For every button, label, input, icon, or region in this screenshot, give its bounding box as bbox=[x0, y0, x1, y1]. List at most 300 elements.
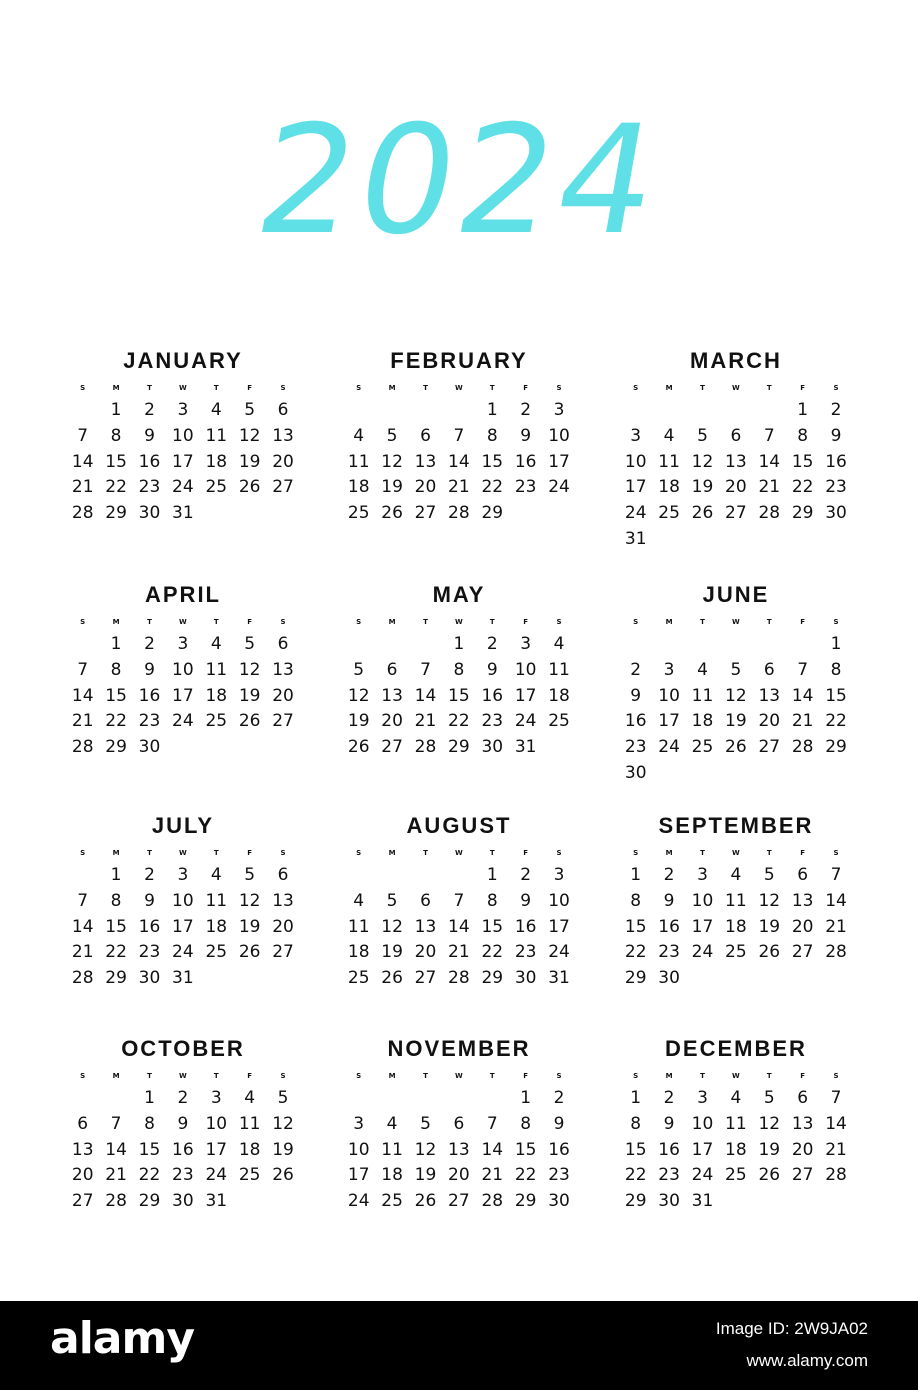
weekday-label: W bbox=[455, 384, 463, 392]
day-cell: 15 bbox=[481, 916, 504, 937]
weekday-label: T bbox=[423, 384, 428, 392]
day-cell: 1 bbox=[630, 865, 642, 885]
day-cell: 21 bbox=[825, 916, 847, 937]
site-url: www.alamy.com bbox=[746, 1351, 868, 1370]
day-cell: 20 bbox=[414, 477, 437, 498]
month-block bbox=[619, 348, 853, 553]
day-cell: 21 bbox=[71, 477, 94, 498]
day-cell: 20 bbox=[791, 916, 814, 937]
day-cell: 22 bbox=[624, 1165, 647, 1186]
day-cell: 16 bbox=[138, 685, 161, 706]
day-cell: 14 bbox=[414, 685, 437, 706]
day-cell: 4 bbox=[730, 865, 742, 885]
day-grid bbox=[66, 398, 300, 527]
alamy-logo: alamy bbox=[50, 1313, 194, 1364]
day-cell: 3 bbox=[553, 400, 565, 420]
day-cell: 13 bbox=[272, 425, 294, 446]
day-cell: 26 bbox=[381, 503, 403, 524]
day-cell: 2 bbox=[520, 865, 532, 885]
weekday-label: F bbox=[523, 1072, 529, 1080]
weekday-label: T bbox=[423, 618, 428, 626]
day-cell: 27 bbox=[272, 942, 294, 963]
day-cell: 12 bbox=[272, 1113, 294, 1134]
day-cell: 7 bbox=[453, 425, 465, 446]
day-cell: 17 bbox=[205, 1139, 228, 1160]
day-cell: 28 bbox=[414, 737, 437, 758]
day-cell: 27 bbox=[414, 503, 437, 524]
empty-cell bbox=[686, 632, 719, 658]
weekday-label: W bbox=[179, 618, 187, 626]
day-cell: 16 bbox=[138, 451, 161, 472]
day-cell: 18 bbox=[205, 685, 228, 706]
day-cell: 6 bbox=[420, 425, 431, 446]
weekday-label: M bbox=[112, 1072, 120, 1080]
weekday-label: M bbox=[665, 1072, 673, 1080]
day-cell: 13 bbox=[381, 685, 403, 706]
day-cell: 10 bbox=[624, 451, 647, 472]
day-cell: 7 bbox=[77, 425, 89, 446]
day-cell: 30 bbox=[514, 968, 537, 989]
day-cell: 29 bbox=[624, 968, 647, 989]
day-cell: 15 bbox=[105, 916, 127, 937]
empty-cell bbox=[342, 398, 375, 424]
day-cell: 30 bbox=[624, 762, 647, 783]
empty-cell bbox=[99, 1086, 132, 1112]
day-cell: 10 bbox=[691, 890, 714, 911]
weekday-header bbox=[66, 845, 300, 861]
day-cell: 21 bbox=[825, 1139, 847, 1160]
day-cell: 13 bbox=[272, 890, 294, 911]
day-cell: 3 bbox=[210, 1088, 222, 1108]
day-cell: 27 bbox=[381, 737, 403, 758]
weekday-label: S bbox=[556, 384, 562, 392]
empty-cell bbox=[66, 1086, 99, 1112]
weekday-label: W bbox=[179, 849, 187, 857]
weekday-label: F bbox=[247, 849, 253, 857]
weekday-label: S bbox=[633, 384, 639, 392]
day-cell: 25 bbox=[205, 711, 228, 732]
day-cell: 29 bbox=[624, 1191, 647, 1212]
day-cell: 8 bbox=[144, 1113, 155, 1134]
day-cell: 14 bbox=[71, 451, 94, 472]
day-cell: 4 bbox=[386, 1113, 398, 1134]
day-cell: 20 bbox=[381, 711, 403, 732]
day-cell: 17 bbox=[347, 1165, 370, 1186]
day-cell: 26 bbox=[725, 737, 747, 758]
day-cell: 24 bbox=[347, 1191, 370, 1212]
day-cell: 19 bbox=[414, 1165, 437, 1186]
day-cell: 19 bbox=[272, 1139, 294, 1160]
month-name: JULY bbox=[151, 813, 215, 838]
day-cell: 9 bbox=[486, 659, 498, 680]
weekday-label: F bbox=[247, 1072, 253, 1080]
day-cell: 13 bbox=[725, 451, 747, 472]
day-cell: 27 bbox=[71, 1191, 94, 1212]
day-cell: 18 bbox=[347, 477, 370, 498]
weekday-label: W bbox=[732, 1072, 740, 1080]
day-cell: 1 bbox=[110, 634, 122, 654]
empty-cell bbox=[652, 632, 685, 658]
weekday-label: S bbox=[280, 618, 286, 626]
weekday-label: T bbox=[700, 384, 705, 392]
day-grid bbox=[342, 863, 576, 992]
day-cell: 18 bbox=[205, 916, 228, 937]
day-cell: 10 bbox=[548, 425, 570, 446]
weekday-label: F bbox=[800, 1072, 806, 1080]
day-cell: 6 bbox=[277, 865, 289, 885]
day-cell: 11 bbox=[347, 451, 370, 472]
day-cell: 1 bbox=[486, 400, 498, 420]
weekday-label: T bbox=[766, 618, 772, 626]
day-cell: 7 bbox=[486, 1113, 498, 1134]
day-cell: 9 bbox=[830, 425, 842, 446]
day-cell: 6 bbox=[453, 1113, 465, 1134]
day-cell: 5 bbox=[353, 659, 365, 680]
day-cell: 9 bbox=[520, 890, 532, 911]
day-cell: 24 bbox=[624, 503, 647, 524]
weekday-label: W bbox=[455, 618, 463, 626]
day-grid bbox=[619, 398, 853, 553]
day-cell: 12 bbox=[347, 685, 370, 706]
day-cell: 1 bbox=[830, 634, 842, 654]
day-cell: 25 bbox=[238, 1165, 261, 1186]
day-cell: 29 bbox=[138, 1191, 161, 1212]
day-cell: 11 bbox=[205, 890, 228, 911]
weekday-label: W bbox=[179, 384, 187, 392]
day-cell: 6 bbox=[730, 425, 742, 446]
day-cell: 3 bbox=[520, 634, 532, 654]
day-cell: 13 bbox=[791, 890, 814, 911]
weekday-label: F bbox=[523, 384, 529, 392]
day-cell: 5 bbox=[386, 890, 398, 911]
day-cell: 7 bbox=[420, 659, 431, 680]
day-cell: 8 bbox=[630, 890, 642, 911]
day-cell: 14 bbox=[448, 451, 470, 472]
day-cell: 30 bbox=[138, 968, 161, 989]
day-cell: 18 bbox=[381, 1165, 403, 1186]
day-cell: 2 bbox=[486, 634, 498, 654]
day-cell: 30 bbox=[658, 1191, 680, 1212]
month-block bbox=[342, 813, 576, 992]
day-grid bbox=[66, 863, 300, 992]
day-cell: 14 bbox=[448, 916, 470, 937]
day-cell: 3 bbox=[177, 865, 189, 885]
day-cell: 18 bbox=[725, 916, 747, 937]
day-cell: 29 bbox=[481, 968, 504, 989]
day-cell: 7 bbox=[763, 425, 775, 446]
day-cell: 22 bbox=[624, 942, 647, 963]
weekday-label: W bbox=[179, 1072, 187, 1080]
weekday-label: S bbox=[633, 849, 639, 857]
day-cell: 17 bbox=[691, 1139, 714, 1160]
day-cell: 5 bbox=[244, 400, 256, 420]
day-cell: 16 bbox=[514, 451, 537, 472]
weekday-header bbox=[619, 1068, 853, 1084]
weekday-label: M bbox=[388, 618, 396, 626]
day-cell: 2 bbox=[177, 1088, 189, 1108]
weekday-label: T bbox=[423, 1072, 428, 1080]
weekday-label: S bbox=[356, 849, 362, 857]
day-grid bbox=[342, 398, 576, 527]
empty-cell bbox=[786, 632, 819, 658]
day-cell: 6 bbox=[77, 1113, 89, 1134]
day-cell: 25 bbox=[381, 1191, 403, 1212]
day-cell: 23 bbox=[514, 942, 537, 963]
day-cell: 26 bbox=[238, 942, 261, 963]
day-cell: 26 bbox=[272, 1165, 294, 1186]
day-cell: 12 bbox=[758, 1113, 781, 1134]
weekday-header bbox=[342, 380, 576, 396]
weekday-label: M bbox=[665, 618, 673, 626]
day-cell: 24 bbox=[514, 711, 537, 732]
weekday-label: T bbox=[766, 849, 772, 857]
day-cell: 4 bbox=[244, 1088, 256, 1108]
weekday-label: S bbox=[280, 384, 286, 392]
day-cell: 19 bbox=[691, 477, 714, 498]
day-cell: 27 bbox=[758, 737, 781, 758]
day-cell: 19 bbox=[725, 711, 747, 732]
day-cell: 29 bbox=[825, 737, 847, 758]
day-cell: 28 bbox=[71, 503, 94, 524]
day-cell: 21 bbox=[71, 942, 94, 963]
weekday-label: T bbox=[489, 384, 495, 392]
day-grid bbox=[342, 1086, 576, 1215]
empty-cell bbox=[442, 398, 475, 424]
weekday-label: S bbox=[80, 849, 86, 857]
empty-cell bbox=[619, 398, 652, 424]
day-cell: 22 bbox=[105, 711, 127, 732]
weekday-label: T bbox=[489, 1072, 495, 1080]
day-cell: 17 bbox=[691, 916, 714, 937]
day-cell: 27 bbox=[448, 1191, 470, 1212]
day-cell: 14 bbox=[481, 1139, 504, 1160]
month-name: APRIL bbox=[145, 582, 221, 607]
day-cell: 14 bbox=[71, 916, 94, 937]
weekday-label: T bbox=[700, 849, 705, 857]
day-cell: 8 bbox=[110, 659, 122, 680]
empty-cell bbox=[442, 1086, 475, 1112]
day-cell: 18 bbox=[347, 942, 370, 963]
month-block bbox=[619, 813, 853, 992]
weekday-label: W bbox=[732, 849, 740, 857]
weekday-label: F bbox=[523, 618, 529, 626]
day-cell: 15 bbox=[624, 1139, 647, 1160]
day-cell: 25 bbox=[691, 737, 714, 758]
day-cell: 11 bbox=[347, 916, 370, 937]
day-cell: 21 bbox=[481, 1165, 504, 1186]
day-cell: 24 bbox=[691, 1165, 714, 1186]
day-cell: 29 bbox=[791, 503, 814, 524]
month-block bbox=[342, 348, 576, 527]
day-cell: 30 bbox=[138, 737, 161, 758]
empty-cell bbox=[375, 863, 408, 889]
day-cell: 20 bbox=[448, 1165, 470, 1186]
month-block bbox=[66, 582, 300, 761]
day-cell: 28 bbox=[71, 737, 94, 758]
day-cell: 17 bbox=[514, 685, 537, 706]
day-cell: 31 bbox=[172, 503, 194, 524]
day-cell: 28 bbox=[825, 1165, 847, 1186]
day-cell: 24 bbox=[172, 942, 194, 963]
day-cell: 20 bbox=[414, 942, 437, 963]
day-cell: 19 bbox=[347, 711, 370, 732]
month-block bbox=[619, 582, 853, 787]
weekday-label: S bbox=[80, 618, 86, 626]
day-cell: 19 bbox=[758, 1139, 781, 1160]
day-cell: 11 bbox=[691, 685, 714, 706]
weekday-label: F bbox=[800, 618, 806, 626]
day-cell: 8 bbox=[520, 1113, 532, 1134]
day-cell: 10 bbox=[172, 890, 194, 911]
year-title: 2024 bbox=[244, 94, 674, 268]
day-grid bbox=[619, 1086, 853, 1215]
day-grid bbox=[619, 863, 853, 992]
weekday-label: S bbox=[556, 618, 562, 626]
month-block bbox=[66, 1036, 300, 1215]
month-name: AUGUST bbox=[406, 813, 512, 838]
day-cell: 27 bbox=[272, 711, 294, 732]
month-name: NOVEMBER bbox=[387, 1036, 531, 1061]
day-cell: 8 bbox=[797, 425, 809, 446]
weekday-header bbox=[619, 845, 853, 861]
day-cell: 2 bbox=[144, 865, 155, 885]
day-cell: 13 bbox=[414, 451, 437, 472]
day-cell: 9 bbox=[663, 890, 675, 911]
day-cell: 20 bbox=[791, 1139, 814, 1160]
day-cell: 30 bbox=[548, 1191, 570, 1212]
month-block bbox=[619, 1036, 853, 1215]
weekday-header bbox=[66, 1068, 300, 1084]
day-cell: 20 bbox=[725, 477, 747, 498]
weekday-header bbox=[66, 614, 300, 630]
day-cell: 26 bbox=[347, 737, 370, 758]
day-cell: 7 bbox=[110, 1113, 122, 1134]
day-cell: 15 bbox=[448, 685, 470, 706]
day-cell: 15 bbox=[624, 916, 647, 937]
day-cell: 19 bbox=[381, 477, 403, 498]
day-cell: 29 bbox=[448, 737, 470, 758]
day-cell: 25 bbox=[205, 942, 228, 963]
empty-cell bbox=[753, 632, 786, 658]
empty-cell bbox=[66, 632, 99, 658]
day-cell: 22 bbox=[448, 711, 470, 732]
day-cell: 14 bbox=[71, 685, 94, 706]
day-cell: 13 bbox=[448, 1139, 470, 1160]
weekday-label: T bbox=[213, 849, 219, 857]
day-cell: 9 bbox=[177, 1113, 189, 1134]
image-id-label: Image ID: 2W9JA02 bbox=[715, 1319, 868, 1338]
weekday-label: W bbox=[732, 384, 740, 392]
weekday-label: M bbox=[112, 618, 120, 626]
day-cell: 12 bbox=[758, 890, 781, 911]
day-cell: 22 bbox=[105, 942, 127, 963]
day-cell: 6 bbox=[277, 400, 289, 420]
empty-cell bbox=[409, 632, 442, 658]
day-cell: 9 bbox=[144, 659, 155, 680]
day-cell: 1 bbox=[110, 400, 122, 420]
day-cell: 5 bbox=[697, 425, 708, 446]
day-cell: 19 bbox=[238, 451, 261, 472]
day-cell: 10 bbox=[691, 1113, 714, 1134]
day-cell: 11 bbox=[725, 890, 747, 911]
day-cell: 28 bbox=[825, 942, 847, 963]
day-cell: 18 bbox=[691, 711, 714, 732]
day-cell: 6 bbox=[797, 1088, 809, 1108]
day-cell: 3 bbox=[553, 865, 565, 885]
day-cell: 5 bbox=[763, 1088, 775, 1108]
day-cell: 12 bbox=[381, 451, 403, 472]
day-cell: 7 bbox=[830, 865, 842, 885]
weekday-label: T bbox=[766, 1072, 772, 1080]
day-cell: 18 bbox=[548, 685, 570, 706]
day-cell: 7 bbox=[797, 659, 809, 680]
day-cell: 31 bbox=[205, 1191, 228, 1212]
day-cell: 22 bbox=[514, 1165, 537, 1186]
day-cell: 6 bbox=[797, 865, 809, 885]
day-cell: 15 bbox=[825, 685, 847, 706]
day-cell: 16 bbox=[481, 685, 504, 706]
month-name: OCTOBER bbox=[121, 1036, 245, 1061]
day-cell: 25 bbox=[725, 942, 747, 963]
day-cell: 25 bbox=[347, 968, 370, 989]
day-cell: 13 bbox=[272, 659, 294, 680]
weekday-label: F bbox=[800, 849, 806, 857]
empty-cell bbox=[409, 398, 442, 424]
empty-cell bbox=[686, 398, 719, 424]
day-cell: 14 bbox=[105, 1139, 127, 1160]
weekday-label: W bbox=[455, 849, 463, 857]
day-cell: 24 bbox=[691, 942, 714, 963]
day-cell: 23 bbox=[138, 711, 161, 732]
day-cell: 14 bbox=[791, 685, 814, 706]
weekday-label: F bbox=[800, 384, 806, 392]
weekday-label: T bbox=[423, 849, 428, 857]
day-cell: 21 bbox=[414, 711, 437, 732]
day-grid bbox=[66, 1086, 300, 1215]
day-grid bbox=[342, 632, 576, 761]
day-cell: 19 bbox=[238, 916, 261, 937]
day-cell: 23 bbox=[172, 1165, 194, 1186]
day-cell: 16 bbox=[138, 916, 161, 937]
day-cell: 3 bbox=[177, 634, 189, 654]
day-cell: 19 bbox=[381, 942, 403, 963]
day-cell: 29 bbox=[481, 503, 504, 524]
day-cell: 3 bbox=[353, 1113, 365, 1134]
weekday-label: M bbox=[388, 1072, 396, 1080]
weekday-label: S bbox=[80, 1072, 86, 1080]
day-cell: 10 bbox=[205, 1113, 228, 1134]
empty-cell bbox=[375, 632, 408, 658]
weekday-label: M bbox=[112, 849, 120, 857]
day-cell: 29 bbox=[105, 737, 127, 758]
weekday-label: S bbox=[356, 618, 362, 626]
weekday-label: T bbox=[147, 849, 152, 857]
day-cell: 4 bbox=[210, 634, 222, 654]
day-cell: 30 bbox=[138, 503, 161, 524]
month-name: SEPTEMBER bbox=[658, 813, 814, 838]
empty-cell bbox=[342, 863, 375, 889]
day-cell: 16 bbox=[548, 1139, 570, 1160]
weekday-label: S bbox=[356, 384, 362, 392]
footer-bar bbox=[0, 1301, 918, 1390]
day-cell: 5 bbox=[420, 1113, 431, 1134]
empty-cell bbox=[342, 1086, 375, 1112]
empty-cell bbox=[409, 1086, 442, 1112]
empty-cell bbox=[719, 632, 752, 658]
day-cell: 5 bbox=[244, 865, 256, 885]
day-cell: 26 bbox=[238, 711, 261, 732]
month-block bbox=[66, 348, 300, 527]
